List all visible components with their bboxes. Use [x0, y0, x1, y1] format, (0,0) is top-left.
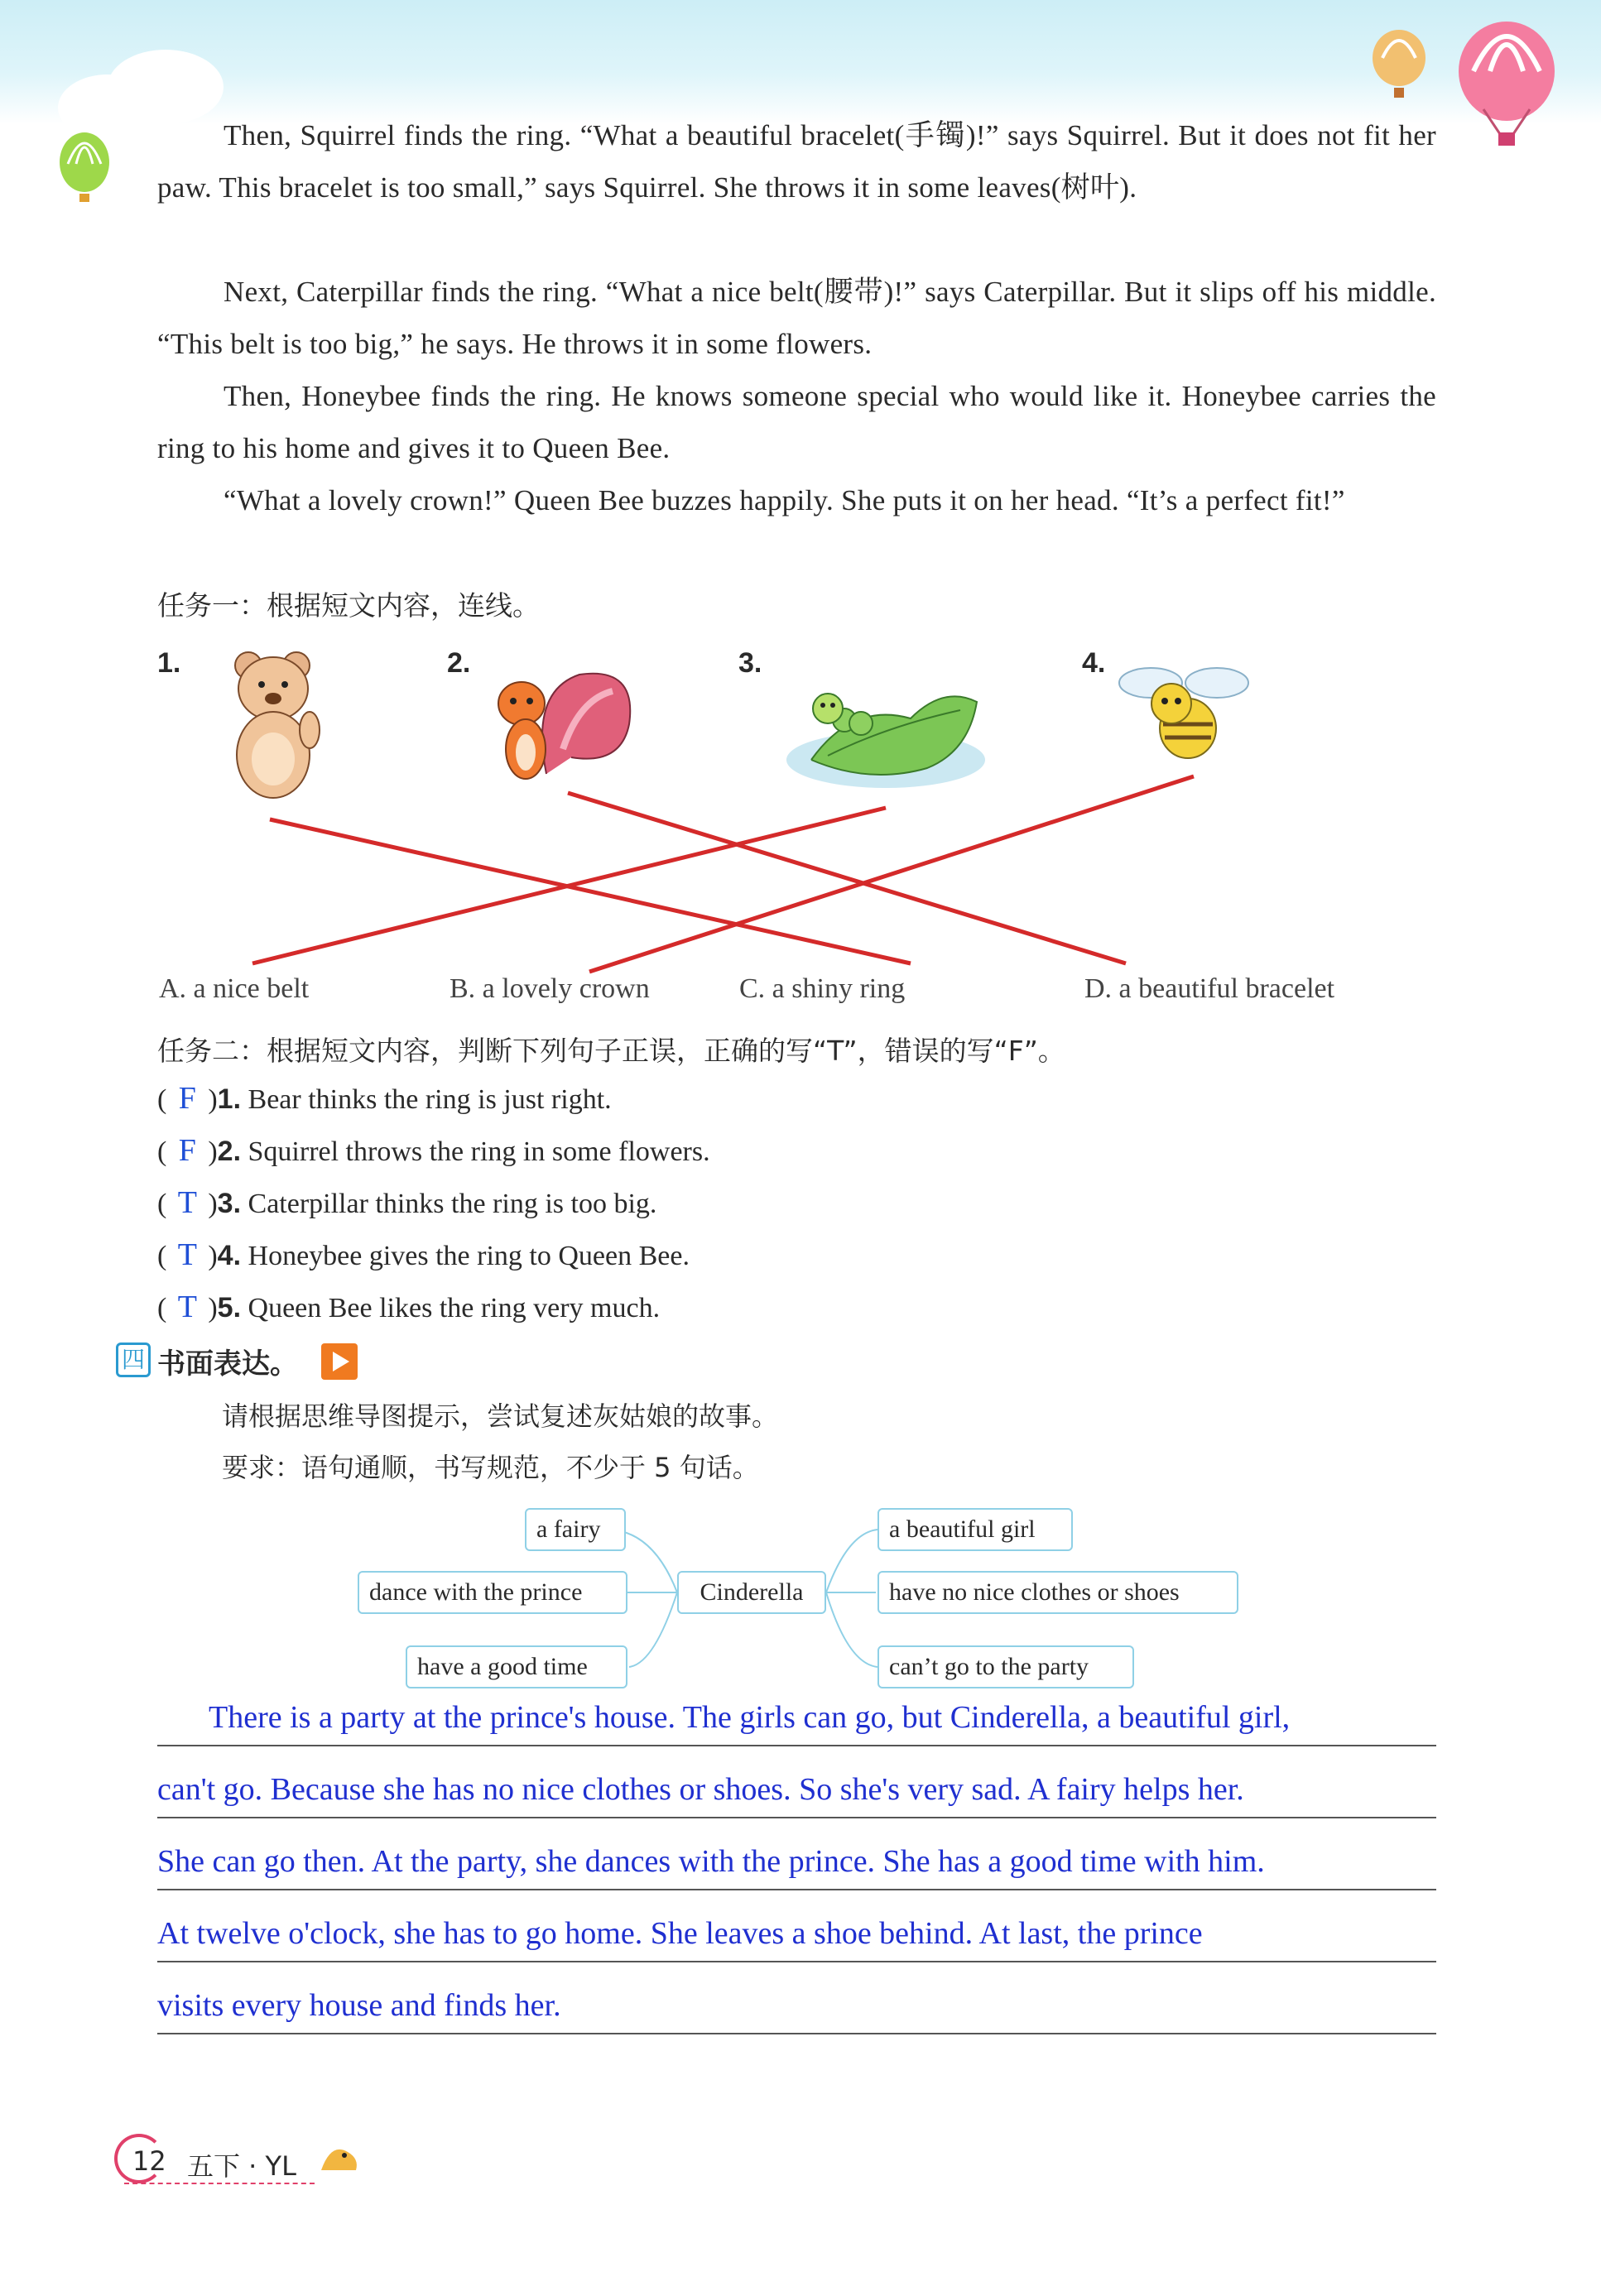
- tf-answer[interactable]: T: [177, 1185, 197, 1220]
- answer-line: She can go then. At the party, she dances with the prince. She has a good time with him.: [157, 1844, 1265, 1879]
- mindmap-node: a fairy: [525, 1508, 626, 1551]
- tf-answer[interactable]: T: [177, 1290, 197, 1324]
- option-b: B. a lovely crown: [450, 973, 650, 1004]
- instruction-text: 请根据思维导图提示，尝试复述灰姑娘的故事。: [222, 1400, 779, 1432]
- answer-line: visits every house and finds her.: [157, 1988, 561, 2023]
- book-label: 五下 · YL: [187, 2150, 296, 2182]
- writing-line: [157, 1817, 1436, 1818]
- tf-answer[interactable]: F: [178, 1133, 196, 1168]
- footer-underline: [124, 2183, 315, 2184]
- answer-line: There is a party at the prince's house. The girls can go, but Cinderella, a beautiful girl,: [209, 1700, 1291, 1735]
- story-paragraph: Then, Squirrel finds the ring. “What a beautiful bracelet(手镯)!” says Squirrel. But it does not fit her paw. This bracelet is too small,” says Squirrel. She throws it in some leaves(树叶).: [157, 119, 1436, 204]
- tf-item: ( F )1. Bear thinks the ring is just right.: [157, 1073, 612, 1125]
- tf-answer[interactable]: T: [177, 1237, 197, 1272]
- requirement-text: 要求：语句通顺，书写规范，不少于 5 句话。: [222, 1452, 759, 1483]
- tf-item: ( F )2. Squirrel throws the ring in some flowers.: [157, 1125, 710, 1177]
- writing-line: [157, 1745, 1436, 1746]
- mindmap-node: have a good time: [406, 1645, 627, 1688]
- tf-item: ( T )5. Queen Bee likes the ring very much.: [157, 1281, 660, 1333]
- tf-item: ( T )3. Caterpillar thinks the ring is too big.: [157, 1177, 656, 1229]
- answer-line: At twelve o'clock, she has to go home. She leaves a shoe behind. At last, the prince: [157, 1916, 1203, 1951]
- story-paragraph: Then, Honeybee finds the ring. He knows someone special who would like it. Honeybee carries the ring to his home and gives it to Queen Bee.: [157, 380, 1436, 464]
- section-badge: 四: [116, 1343, 151, 1377]
- section-title: 书面表达。: [157, 1347, 298, 1381]
- story-paragraph: Next, Caterpillar finds the ring. “What a nice belt(腰带)!” says Caterpillar. But it slips off his middle. “This belt is too big,” he says. He throws it in some flowers.: [157, 276, 1436, 360]
- task2-title: 任务二：根据短文内容，判断下列句子正误，正确的写“T”，错误的写“F”。: [157, 1035, 1065, 1067]
- page-number: 12: [132, 2145, 166, 2177]
- mindmap-node: have no nice clothes or shoes: [877, 1571, 1238, 1614]
- mindmap-center: Cinderella: [677, 1571, 826, 1614]
- writing-line: [157, 2033, 1436, 2034]
- writing-line: [157, 1961, 1436, 1962]
- item-number: 1.: [157, 647, 181, 679]
- writing-line: [157, 1889, 1436, 1890]
- option-a: A. a nice belt: [159, 973, 310, 1004]
- story-paragraph: “What a lovely crown!” Queen Bee buzzes happily. She puts it on her head. “It’s a perfect fit!”: [224, 484, 1345, 516]
- task1-title: 任务一：根据短文内容，连线。: [157, 589, 540, 622]
- item-number: 3.: [738, 647, 762, 679]
- mindmap-node: a beautiful girl: [877, 1508, 1073, 1551]
- mindmap-node: can’t go to the party: [877, 1645, 1134, 1688]
- answer-line: can't go. Because she has no nice clothes or shoes. So she's very sad. A fairy helps her.: [157, 1772, 1244, 1807]
- item-number: 2.: [447, 647, 471, 679]
- option-d: D. a beautiful bracelet: [1084, 973, 1335, 1004]
- tf-answer[interactable]: F: [178, 1081, 196, 1116]
- item-number: 4.: [1082, 647, 1106, 679]
- tf-item: ( T )4. Honeybee gives the ring to Queen Bee.: [157, 1229, 690, 1281]
- mindmap-node: dance with the prince: [358, 1571, 627, 1614]
- bird-icon: [315, 2137, 364, 2178]
- option-c: C. a shiny ring: [739, 973, 906, 1004]
